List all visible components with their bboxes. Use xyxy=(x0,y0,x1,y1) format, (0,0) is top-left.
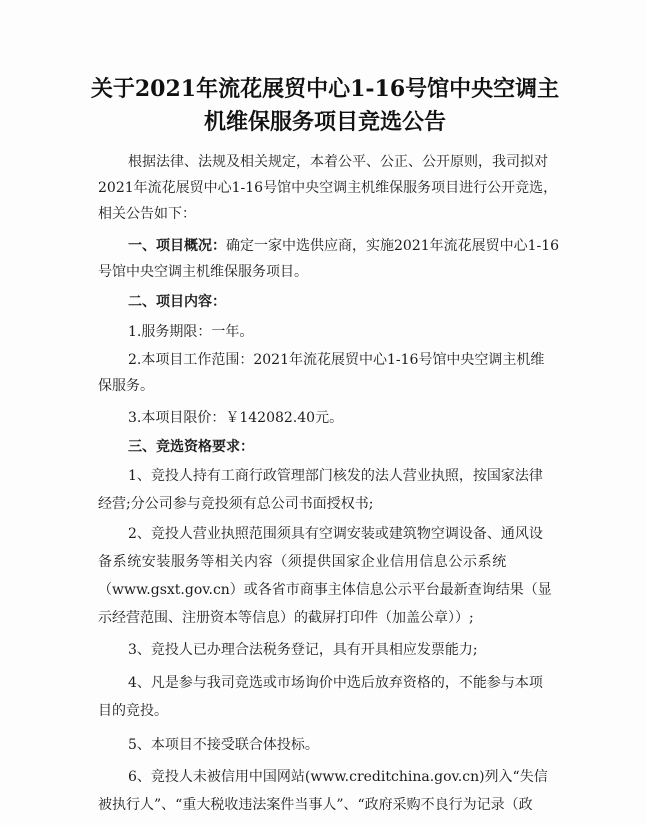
section-1-text-continued: 号馆中央空调主机维保服务项目。 xyxy=(98,264,308,280)
requirement-3: 3、竞投人已办理合法税务登记，具有开具相应发票能力; xyxy=(128,642,478,658)
requirement-1-line-2: 经营;分公司参与竞投须有总公司书面授权书; xyxy=(98,496,374,512)
document-title-line-1: 关于2021年流花展贸中心1-16号馆中央空调主 xyxy=(90,76,560,102)
section-3-heading: 三、竞选资格要求： xyxy=(128,439,254,455)
requirement-6-line-2: 被执行人”、“重大税收违法案件当事人”、“政府采购不良行为记录（政 xyxy=(98,797,533,813)
section-1-paragraph xyxy=(128,236,559,256)
requirement-5: 5、本项目不接受联合体投标。 xyxy=(128,737,319,753)
work-scope-item: 2.本项目工作范围：2021年流花展贸中心1-16号馆中央空调主机维 xyxy=(128,352,545,368)
requirement-4-line-1: 4、凡是参与我司竞选或市场询价中选后放弃资格的，不能参与本项 xyxy=(128,675,543,691)
service-period-item: 1.服务期限：一年。 xyxy=(128,324,254,340)
intro-line-3: 相关公告如下： xyxy=(98,206,196,222)
requirement-4-line-2: 目的竞投。 xyxy=(98,703,168,719)
work-scope-item-continued: 保服务。 xyxy=(98,378,154,394)
price-limit-item: 3.本项目限价：￥142082.40元。 xyxy=(128,410,344,426)
intro-line-2: 2021年流花展贸中心1-16号馆中央空调主机维保服务项目进行公开竞选， xyxy=(98,180,558,196)
section-1-heading: 一、项目概况： xyxy=(128,238,226,254)
intro-line-1: 根据法律、法规及相关规定，本着公平、公正、公开原则，我司拟对 xyxy=(128,154,548,170)
requirement-2-line-4: 示经营范围、注册资本等信息）的截屏打印件（加盖公章））; xyxy=(98,610,474,626)
requirement-2-line-3: （www.gsxt.gov.cn）或各省市商事主体信息公示平台最新查询结果（显 xyxy=(98,582,552,598)
section-2-heading: 二、项目内容： xyxy=(128,294,226,310)
requirement-2-line-2: 备系统安装服务等相关内容（须提供国家企业信用信息公示系统 xyxy=(98,554,507,570)
requirement-6-line-1: 6、竞投人未被信用中国网站(www.creditchina.gov.cn)列入“失信 xyxy=(128,769,548,785)
requirement-1-line-1: 1、竞投人持有工商行政管理部门核发的法人营业执照，按国家法律 xyxy=(128,468,543,484)
document-title-line-2: 机维保服务项目竞选公告 xyxy=(203,109,446,135)
requirement-2-line-1: 2、竞投人营业执照范围须具有空调安装或建筑物空调设备、通风设 xyxy=(128,526,543,542)
section-1-text: 确定一家中选供应商，实施2021年流花展贸中心1-16 xyxy=(226,238,560,254)
